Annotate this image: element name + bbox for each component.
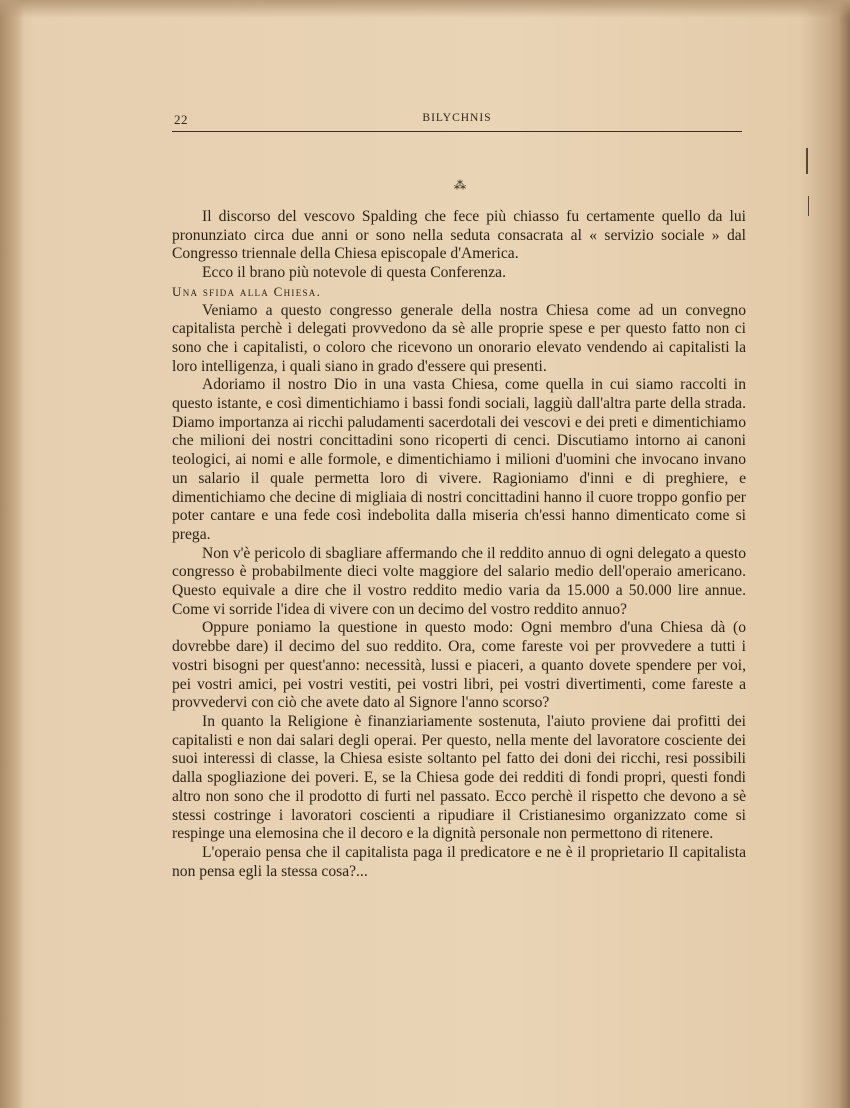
page-number: 22 — [174, 112, 188, 127]
body-paragraph: L'operaio pensa che il capitalista paga il predicatore e ne è il proprietario Il capitalista non pensa egli la stessa cosa?... — [172, 843, 746, 880]
running-title: BILYCHNIS — [422, 112, 492, 124]
body-paragraph: In quanto la Religione è finanziariamente sostenuta, l'aiuto proviene dai profitti dei capitalisti e non dai salari degli operai. Per questo, nella mente del lavoratore cosciente dei suoi interessi di classe, la Chiesa esiste soltanto pel fatto dei doni dei ricchi, resi possibili dalla spogliazione dei poveri. E, se la Chiesa gode dei redditi di fondi propri, questi fondi altro non sono che il prodotto di furti nel passato. Ecco perchè il rispetto che devono a sè stessi costringe i lavoratori coscienti a ripudiare il Cristianesimo organizzato come si respinge una elemosina che il decoro e la dignità personale non permettono di ritenere. — [172, 712, 746, 843]
page-right-edge — [830, 0, 850, 1108]
body-paragraph: Oppure poniamo la questione in questo modo: Ogni membro d'una Chiesa dà (o dovrebbe dare) il decimo del suo reddito. Ora, come fareste voi per provvedere a tutti i vostri bisogni per quest'anno: necessità, lussi e piaceri, a quanto dovete spendere per voi, pei vostri amici, pei vostri vestiti, pei vostri libri, pei vostri divertimenti, come fareste a provvedervi con ciò che avete dato al Signore l'anno scorso? — [172, 619, 746, 712]
intro-paragraph: Il discorso del vescovo Spalding che fece più chiasso fu certamente quello da lui pronunziato circa due anni or sono nella seduta consacrata al « servizio sociale » dal Congresso triennale della Chiesa episcopale d'America. — [172, 208, 746, 263]
page-header — [172, 112, 742, 132]
section-title: Una sfida alla Chiesa. — [172, 283, 322, 299]
body-paragraph: Veniamo a questo congresso generale della nostra Chiesa come ad un convegno capitalista perchè i delegati provvedono da sè alle proprie spese e per questo fatto non ci sono che i capitalisti, o coloro che ricevono un onorario elevato vendendo ai capitalisti la loro intelligenza, i quali siano in grado d'essere qui presenti. — [172, 301, 746, 375]
margin-mark — [806, 148, 808, 174]
article-text — [172, 208, 746, 881]
page-left-edge — [0, 0, 24, 1108]
margin-mark — [808, 196, 809, 216]
asterism: ⁂ — [454, 178, 466, 192]
page-top-edge — [0, 0, 850, 18]
body-paragraph: Adoriamo il nostro Dio in una vasta Chiesa, come quella in cui siamo raccolti in questo istante, e così dimentichiamo i bassi fondi sociali, laggiù dall'altra parte della strada. Diamo importanza ai ricchi paludamenti sacerdotali dei vescovi e dei preti e dimentichiamo che milioni dei nostri concittadini sono ricoperti di cenci. Discutiamo intorno ai canoni teologici, ai nomi e alle formole, e dimentichiamo i milioni d'uomini che invocano invano un salario il quale permetta loro di vivere. Ragioniamo d'inni e di preghiere, e dimentichiamo che decine di migliaia di nostri concittadini hanno il cuore troppo gonfio per poter cantare e una fede così indebolita dalla miseria ch'essi hanno dimenticato come si prega. — [172, 376, 746, 543]
body-paragraph: Non v'è pericolo di sbagliare affermando che il reddito annuo di ogni delegato a questo congresso è probabilmente dieci volte maggiore del salario medio dell'operaio americano. Questo equivale a dire che il vostro reddito medio varia da 15.000 a 50.000 lire annue. Come vi sorride l'idea di vivere con un decimo del vostro reddito annuo? — [172, 544, 746, 618]
intro-paragraph: Ecco il brano più notevole di questa Conferenza. — [202, 264, 506, 282]
header-rule — [172, 131, 742, 132]
